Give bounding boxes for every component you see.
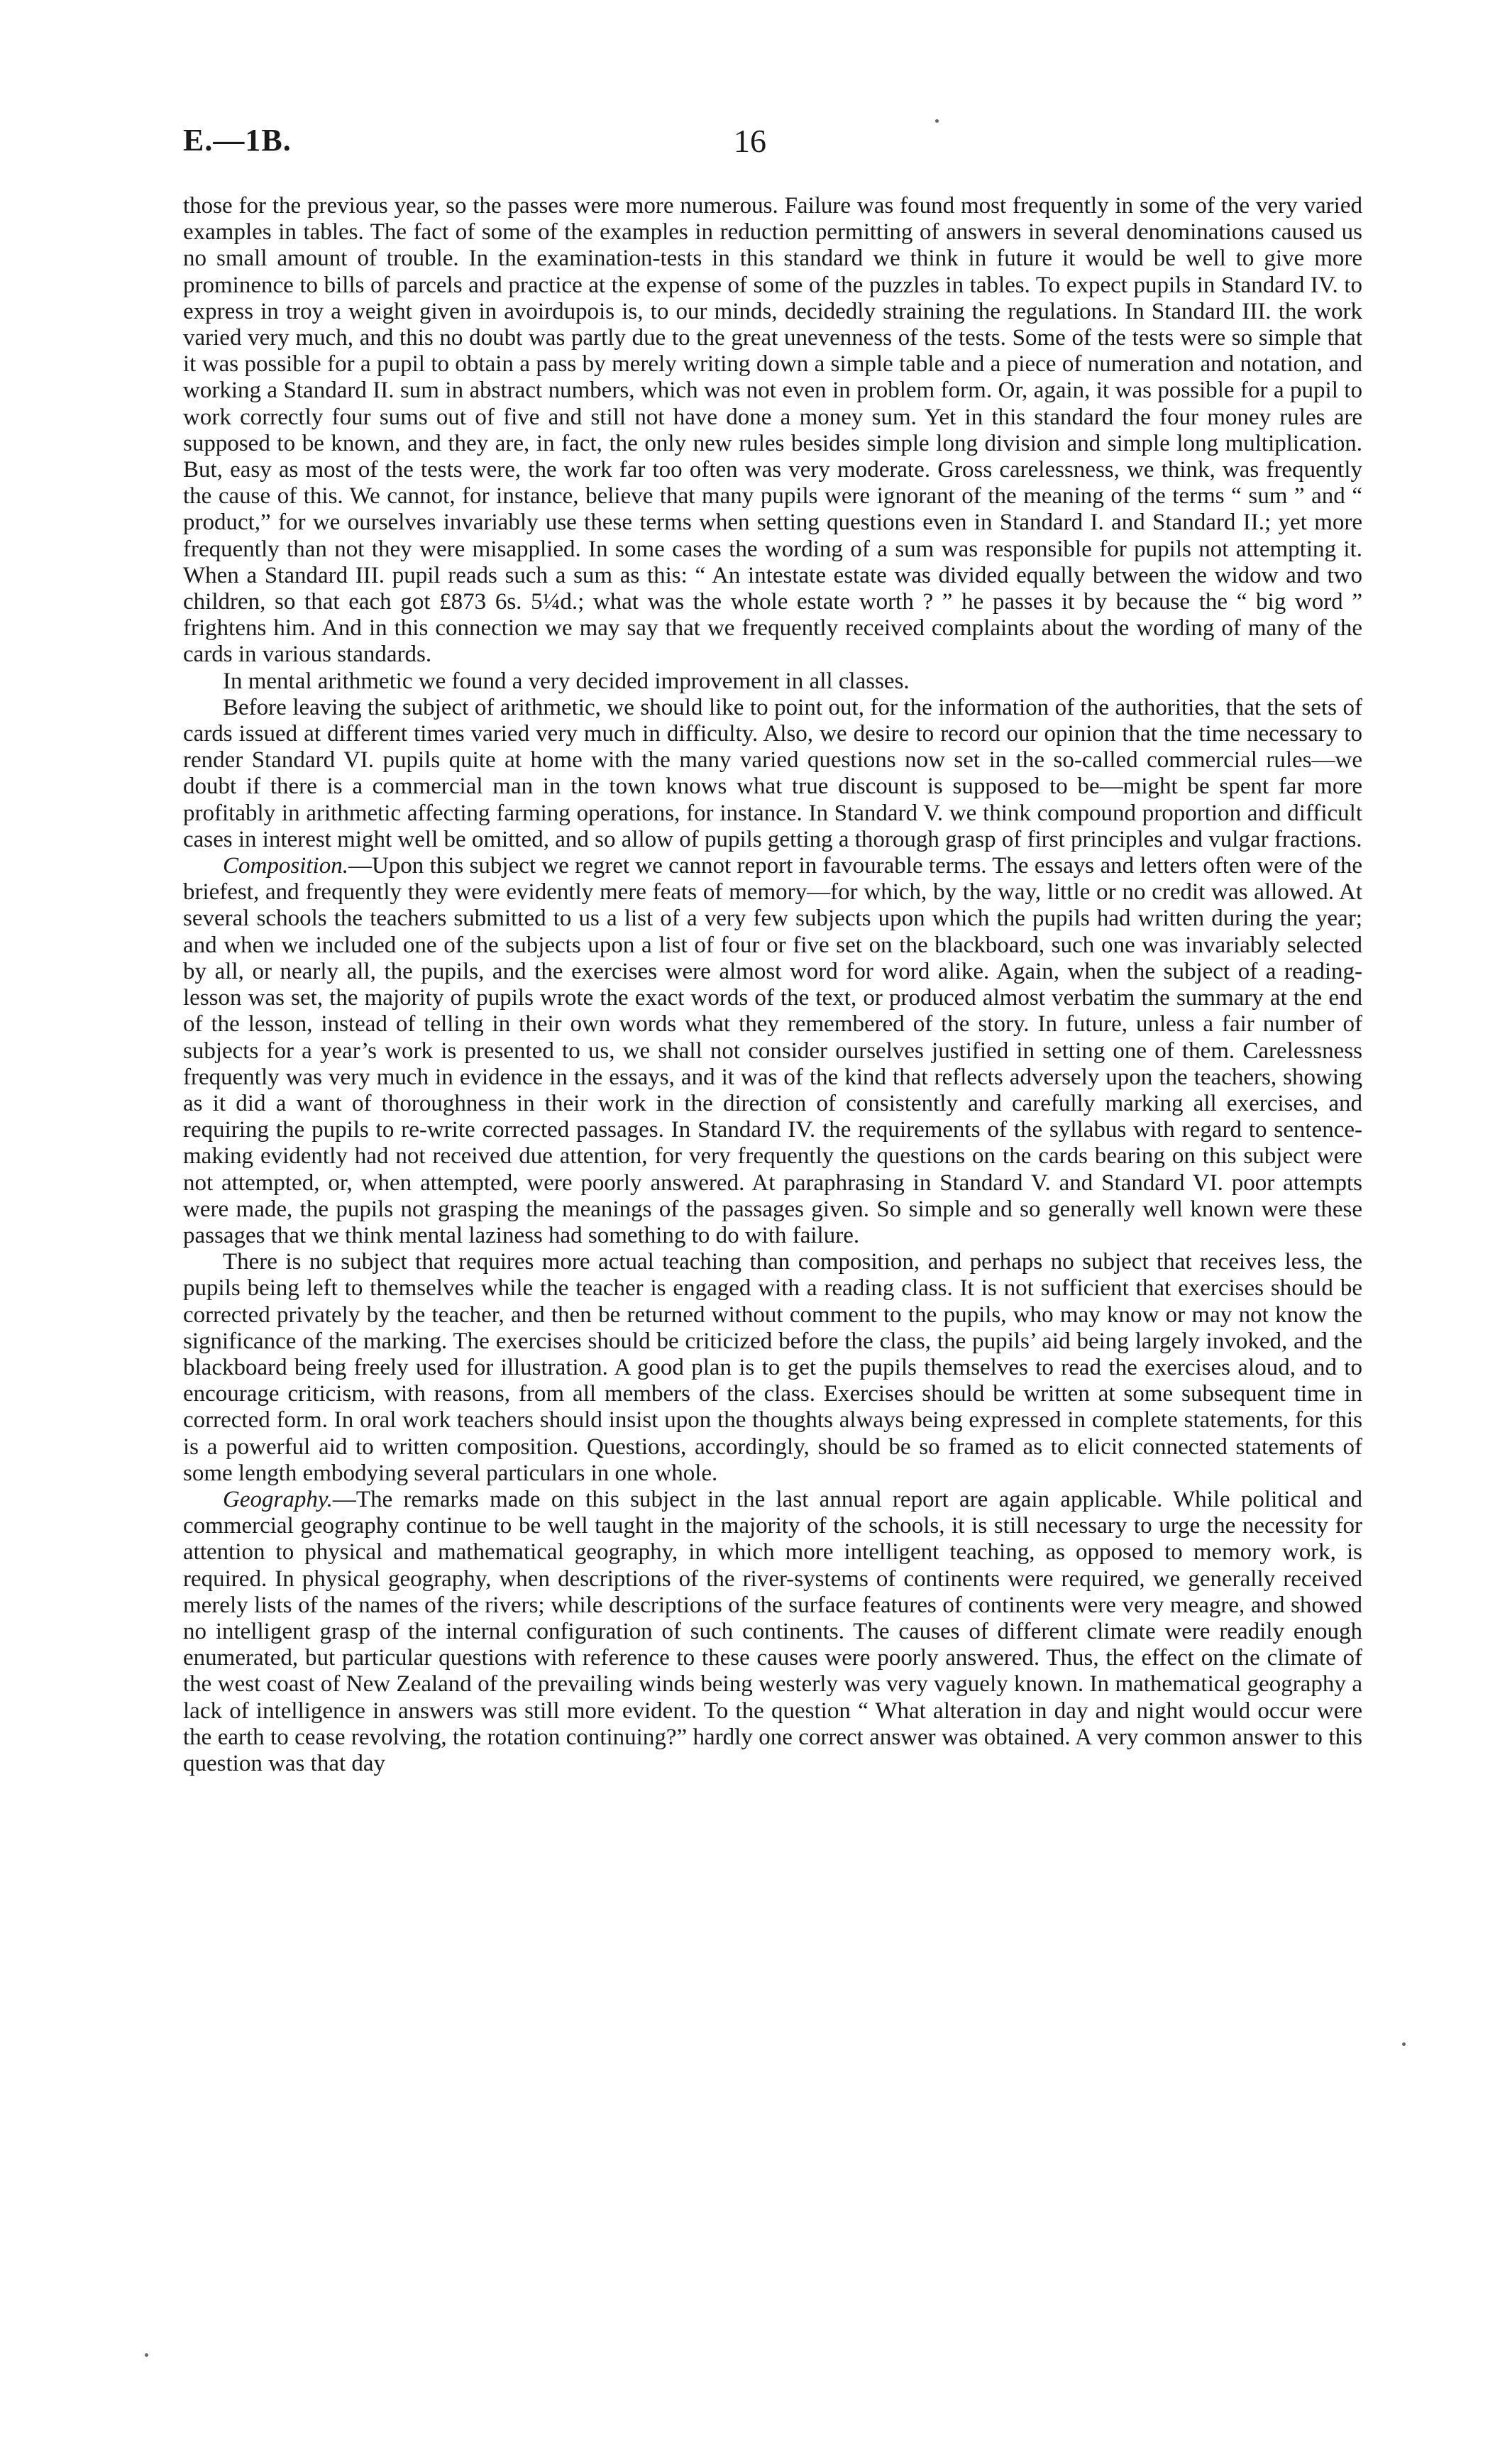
paragraph-text: There is no subject that requires more actual teaching than composition, and perhaps no subject that receives less, the pupils being left to themselves while the teacher is engaged with a reading class. It is not sufficient that exercises should be corrected privately by the teacher, and then be returned without comment to the pupils, who may know or may not know the significance of the marking. The exercises should be criticized before the class, the pupils’ aid being largely invoked, and the blackboard being freely used for illustration. A good plan is to get the pupils themselves to read the exercises aloud, and to encourage criticism, with reasons, from all members of the class. Exercises should be written at some subsequent time in corrected form. In oral work teachers should insist upon the thoughts always being expressed in complete statements, for this is a powerful aid to written composition. Questions, accordingly, should be so framed as to elicit connected statements of some length embodying several particulars in one whole. <box>183 1249 1362 1486</box>
paragraph-text: —Upon this subject we regret we cannot report in favourable terms. The essays and letters often were of the briefest, and frequently they were evidently mere feats of memory—for which, by the way, little or no credit was allowed. At several schools the teachers submitted to us a list of a very few subjects upon which the pupils had written during the year; and when we included one of the subjects upon a list of four or five set on the blackboard, such one was invariably selected by all, or nearly all, the pupils, and the exercises were almost word for word alike. Again, when the subject of a reading-lesson was set, the majority of pupils wrote the exact words of the text, or produced almost verbatim the summary at the end of the lesson, instead of telling in their own words what they remembered of the story. In future, unless a fair number of subjects for a year’s work is presented to us, we shall not consider ourselves justified in setting one of them. Carelessness frequently was very much in evidence in the essays, and it was of the kind that reflects adversely upon the teachers, showing as it did a want of thoroughness in their work in the direction of consistently and carefully marking all exercises, and requiring the pupils to re-write corrected passages. In Standard IV. the requirements of the syllabus with regard to sentence-making evidently had not received due attention, for very frequently the questions on the cards bearing on this subject were not attempted, or, when attempted, were poorly answered. At paraphrasing in Standard V. and Standard VI. poor attempts were made, the pupils not grasping the meanings of the passages given. So simple and so generally well known were these passages that we think mental laziness had something to do with failure. <box>183 853 1362 1248</box>
paragraph-arithmetic-cards <box>183 695 1362 853</box>
page-header <box>183 122 1317 165</box>
section-heading-geography: Geography. <box>223 1486 333 1512</box>
paragraph-arithmetic-continued <box>183 193 1362 669</box>
paragraph-composition-teaching <box>183 1249 1362 1487</box>
body-text <box>183 193 1362 1777</box>
page-reference: E.—1B. <box>183 123 292 158</box>
section-heading-composition: Composition. <box>223 853 348 879</box>
paragraph-text: those for the previous year, so the passes were more numerous. Failure was found most frequently in some of the very varied examples in tables. The fact of some of the examples in reduction permitting of answers in several denominations caused us no small amount of trouble. In the examination-tests in this standard we think in future it would be well to give more prominence to bills of parcels and practice at the expense of some of the puzzles in tables. To expect pupils in Standard IV. to express in troy a weight given in avoirdupois is, to our minds, decidedly straining the regulations. In Standard III. the work varied very much, and this no doubt was partly due to the great unevenness of the tests. Some of the tests were so simple that it was possible for a pupil to obtain a pass by merely writing down a simple table and a piece of numeration and notation, and working a Standard II. sum in abstract numbers, which was not even in problem form. Or, again, it was possible for a pupil to work correctly four sums out of five and still not have done a money sum. Yet in this standard the four money rules are supposed to be known, and they are, in fact, the only new rules besides simple long division and simple long multiplication. But, easy as most of the tests were, the work far too often was very moderate. Gross carelessness, we think, was frequently the cause of this. We cannot, for instance, believe that many pupils were ignorant of the meaning of the terms “ sum ” and “ product,” for we ourselves invariably use these terms when setting questions even in Standard I. and Standard II.; yet more frequently than not they were misapplied. In some cases the wording of a sum was responsible for pupils not attempting it. When a Standard III. pupil reads such a sum as this: “ An intestate estate was divided equally between the widow and two children, so that each got £873 6s. 5¼d.; what was the whole estate worth ? ” he passes it by because the “ big word ” frightens him. And in this connection we may say that we frequently received complaints about the wording of many of the cards in various standards. <box>183 193 1362 668</box>
paragraph-text: —The remarks made on this subject in the last annual report are again applicable. While political and commercial geography continue to be well taught in the majority of the schools, it is still necessary to urge the necessity for attention to physical and mathematical geography, in which more intelligent teaching, as opposed to memory work, is required. In physical geography, when descriptions of the river-systems of continents were required, we generally received merely lists of the names of the rivers; while descriptions of the surface features of continents were very meagre, and showed no intelligent grasp of the internal configuration of such continents. The causes of different climate were readily enough enumerated, but particular questions with reference to these causes were poorly answered. Thus, the effect on the climate of the west coast of New Zealand of the prevailing winds being westerly was very vaguely known. In mathematical geography a lack of intelligence in answers was still more evident. To the question “ What alteration in day and night would occur were the earth to cease revolving, the rotation continuing?” hardly one correct answer was obtained. A very common answer to this question was that day <box>183 1486 1362 1776</box>
paragraph-text: Before leaving the subject of arithmetic, we should like to point out, for the information of the authorities, that the sets of cards issued at different times varied very much in difficulty. Also, we desire to record our opinion that the time necessary to render Standard VI. pupils quite at home with the many varied questions now set in the so-called commercial rules—we doubt if there is a commercial man in the town knows what true discount is supposed to be—might be spent far more profitably in arithmetic affecting farming operations, for instance. In Standard V. we think compound proportion and difficult cases in interest might well be omitted, and so allow of pupils getting a thorough grasp of first principles and vulgar fractions. <box>183 694 1362 852</box>
paragraph-composition <box>183 853 1362 1249</box>
paragraph-geography <box>183 1487 1362 1777</box>
paragraph-text: In mental arithmetic we found a very decided improvement in all classes. <box>223 668 910 694</box>
scan-speck <box>1402 2042 1406 2046</box>
page-number: 16 <box>734 123 766 159</box>
scan-speck <box>935 119 939 123</box>
scan-speck <box>145 2353 148 2357</box>
paragraph-mental-arithmetic <box>183 669 1362 695</box>
